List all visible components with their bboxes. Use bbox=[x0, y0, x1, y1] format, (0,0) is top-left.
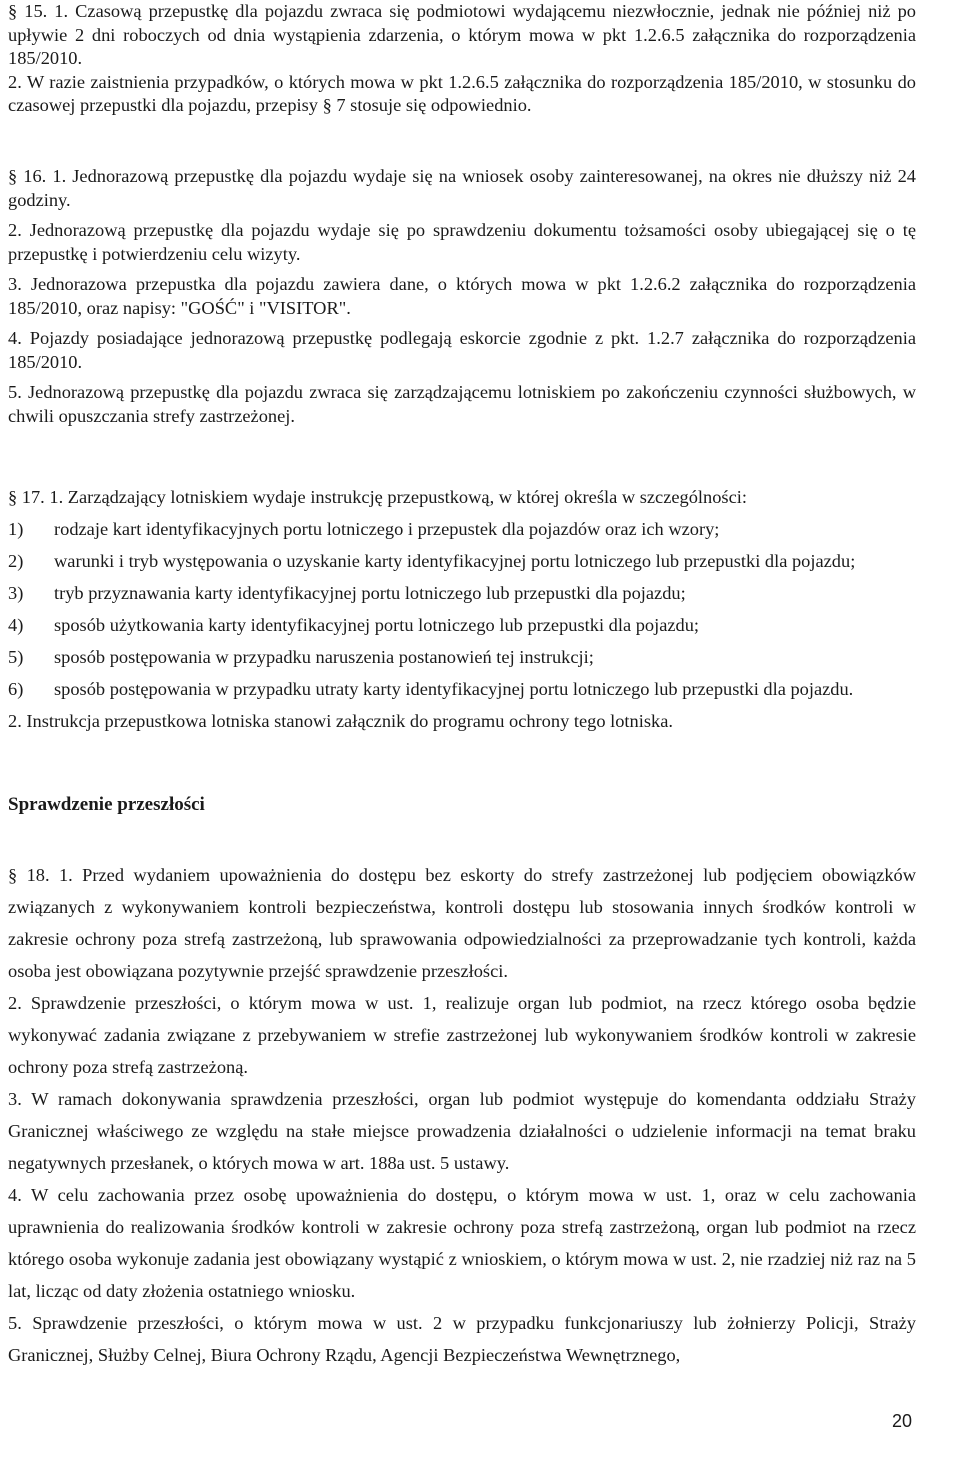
list-item-number: 1) bbox=[8, 519, 24, 539]
list-item bbox=[8, 545, 916, 577]
list-item-text: rodzaje kart identyfikacyjnych portu lotniczego i przepustek dla pojazdów oraz ich wzory; bbox=[54, 519, 720, 539]
list-item-number: 3) bbox=[8, 583, 24, 603]
list-item bbox=[8, 577, 916, 609]
section-16-paragraph-2: 2. Jednorazową przepustkę dla pojazdu wydaje się po sprawdzeniu dokumentu tożsamości osoby ubiegającej się o tę przepustkę i potwierdzeniu celu wizyty. bbox=[8, 220, 916, 264]
section-17-paragraph-2: 2. Instrukcja przepustkowa lotniska stanowi załącznik do programu ochrony tego lotniska. bbox=[8, 711, 673, 731]
list-item bbox=[8, 641, 916, 673]
list-item-number: 4) bbox=[8, 615, 24, 635]
section-16-paragraph-4: 4. Pojazdy posiadające jednorazową przepustkę podlegają eskorcie zgodnie z pkt. 1.2.7 załącznika do rozporządzenia 185/2010. bbox=[8, 328, 916, 372]
section-heading: Sprawdzenie przeszłości bbox=[8, 794, 205, 815]
list-item-text: sposób postępowania w przypadku utraty karty identyfikacyjnej portu lotniczego lub przepustki dla pojazdu. bbox=[54, 679, 854, 699]
section-17 bbox=[8, 481, 916, 737]
section-15-paragraph-1: § 15. 1. Czasową przepustkę dla pojazdu zwraca się podmiotowi wydającemu niezwłocznie, jednak nie później niż po upływie 2 dni roboczych od dnia wystąpienia zdarzenia, o którym mowa w pkt 1.2.6.5 załącznika do rozporządzenia 185/2010. bbox=[8, 1, 916, 68]
section-16-paragraph-3: 3. Jednorazowa przepustka dla pojazdu zawiera dane, o których mowa w pkt 1.2.6.2 załącznika do rozporządzenia 185/2010, oraz napisy: "GOŚĆ" i "VISITOR". bbox=[8, 274, 916, 318]
list-item-text: warunki i tryb występowania o uzyskanie karty identyfikacyjnej portu lotniczego lub przepustki dla pojazdu; bbox=[54, 551, 856, 571]
list-item-number: 5) bbox=[8, 647, 24, 667]
section-18-paragraph-4: 4. W celu zachowania przez osobę upoważnienia do dostępu, o którym mowa w ust. 1, oraz w celu zachowania uprawnienia do realizowania środków kontroli w zakresie ochrony poza strefą zastrzeżoną, organ lub podmiot na rzecz którego osoba wykonuje zadania jest obowiązany wystąpić z wnioskiem, o którym mowa w ust. 2, nie rzadziej niż raz na 5 lat, licząc od daty złożenia ostatniego wniosku. bbox=[8, 1185, 916, 1301]
list-item-text: tryb przyznawania karty identyfikacyjnej portu lotniczego lub przepustki dla pojazdu; bbox=[54, 583, 686, 603]
section-18-paragraph-2: 2. Sprawdzenie przeszłości, o którym mowa w ust. 1, realizuje organ lub podmiot, na rzecz którego osoba będzie wykonywać zadania związane z przebywaniem w strefie zastrzeżonej lub wykonywaniem środków kontroli w zakresie ochrony poza strefą zastrzeżoną. bbox=[8, 993, 916, 1077]
list-item-text: sposób użytkowania karty identyfikacyjnej portu lotniczego lub przepustki dla pojazdu; bbox=[54, 615, 700, 635]
list-item bbox=[8, 513, 916, 545]
page-number: 20 bbox=[891, 1411, 912, 1431]
section-18-paragraph-5: 5. Sprawdzenie przeszłości, o którym mowa w ust. 2 w przypadku funkcjonariuszy lub żołnierzy Policji, Straży Granicznej, Służby Celnej, Biura Ochrony Rządu, Agencji Bezpieczeństwa Wewnętrznego, bbox=[8, 1313, 916, 1365]
list-item-text: sposób postępowania w przypadku naruszenia postanowień tej instrukcji; bbox=[54, 647, 594, 667]
list-item bbox=[8, 673, 916, 705]
section-18-paragraph-1: § 18. 1. Przed wydaniem upoważnienia do dostępu bez eskorty do strefy zastrzeżonej lub podjęciem obowiązków związanych z wykonywaniem kontroli bezpieczeństwa, kontroli dostępu lub stosowania innych środków kontroli w zakresie ochrony poza strefą zastrzeżoną, lub sprawowania odpowiedzialności za przeprowadzanie tych kontroli, każda osoba jest obowiązana pozytywnie przejść sprawdzenie przeszłości. bbox=[8, 865, 916, 981]
section-16 bbox=[8, 165, 916, 428]
section-17-intro: § 17. 1. Zarządzający lotniskiem wydaje instrukcję przepustkową, w której określa w szczególności: bbox=[8, 487, 747, 507]
section-16-paragraph-5: 5. Jednorazową przepustkę dla pojazdu zwraca się zarządzającemu lotniskiem po zakończeniu czynności służbowych, w chwili opuszczania strefy zastrzeżonej. bbox=[8, 382, 916, 426]
section-15 bbox=[8, 0, 916, 118]
section-16-paragraph-1: § 16. 1. Jednorazową przepustkę dla pojazdu wydaje się na wniosek osoby zainteresowanej, na okres nie dłuższy niż 24 godziny. bbox=[8, 166, 916, 210]
list-item-number: 2) bbox=[8, 551, 24, 571]
section-18-paragraph-3: 3. W ramach dokonywania sprawdzenia przeszłości, organ lub podmiot występuje do komendanta oddziału Straży Granicznej właściwego ze względu na stałe miejsce prowadzenia działalności o udzielenie informacji na temat braku negatywnych przesłanek, o których mowa w art. 188a ust. 5 ustawy. bbox=[8, 1089, 916, 1173]
section-15-paragraph-2: 2. W razie zaistnienia przypadków, o których mowa w pkt 1.2.6.5 załącznika do rozporządzenia 185/2010, w stosunku do czasowej przepustki dla pojazdu, przepisy § 7 stosuje się odpowiednio. bbox=[8, 71, 916, 115]
list-item-number: 6) bbox=[8, 679, 24, 699]
list-item bbox=[8, 609, 916, 641]
section-18 bbox=[8, 859, 916, 1371]
